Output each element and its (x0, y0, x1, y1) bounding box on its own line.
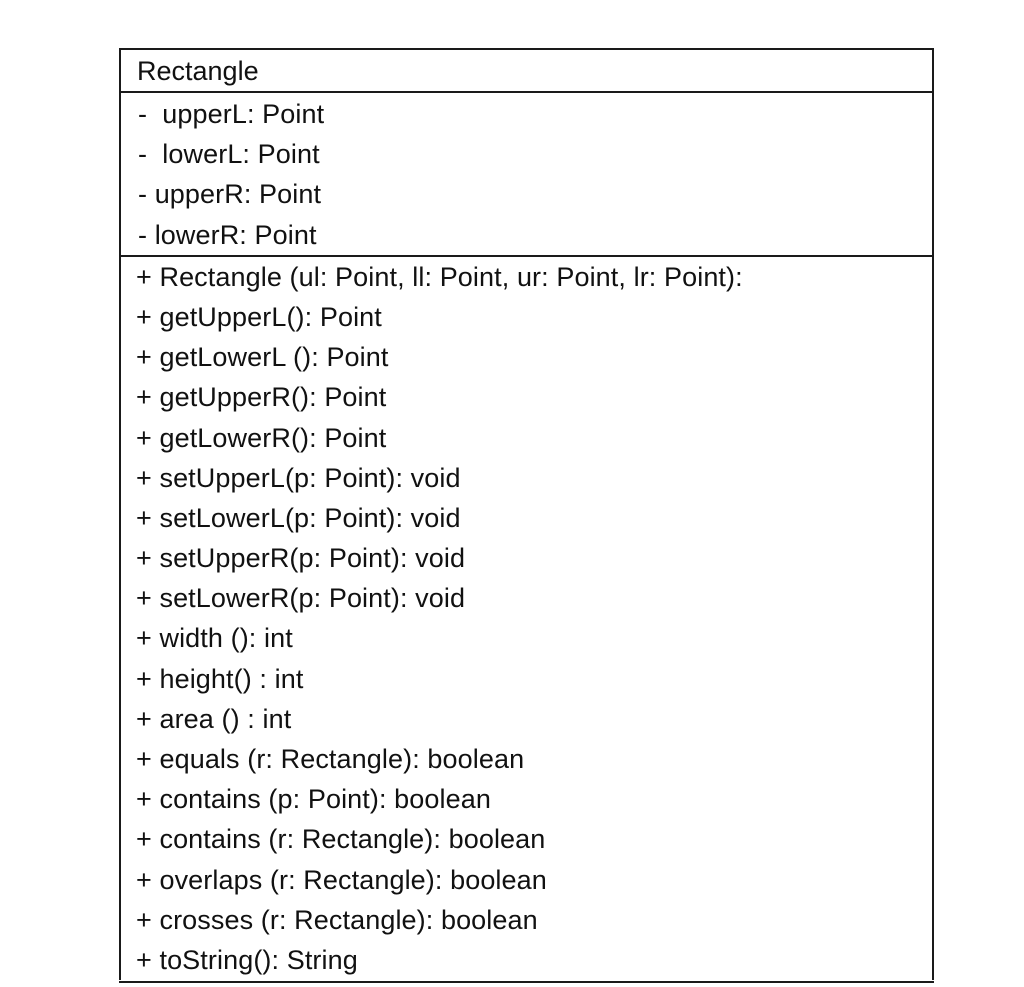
method-row: + width (): int (136, 623, 293, 654)
attribute-row: - lowerL: Point (138, 139, 320, 170)
class-name: Rectangle (137, 55, 259, 86)
method-row: + height() : int (136, 663, 304, 694)
method-row: + toString(): String (136, 944, 358, 975)
class-name-section (121, 50, 932, 93)
method-row: + getLowerL (): Point (136, 342, 389, 373)
method-row: + contains (r: Rectangle): boolean (136, 824, 546, 855)
method-row: + setUpperR(p: Point): void (136, 543, 466, 574)
attributes-section (121, 93, 932, 257)
method-row: + overlaps (r: Rectangle): boolean (136, 864, 547, 895)
uml-class-box (119, 48, 934, 980)
method-row: + getLowerR(): Point (136, 422, 387, 453)
method-row: + crosses (r: Rectangle): boolean (136, 904, 538, 935)
methods-section (121, 257, 932, 980)
method-row: + Rectangle (ul: Point, ll: Point, ur: Point, lr: Point): (136, 261, 743, 292)
method-row: + setLowerL(p: Point): void (136, 502, 461, 533)
method-row: + getUpperR(): Point (136, 382, 387, 413)
method-row: + setUpperL(p: Point): void (136, 462, 461, 493)
method-row: + area () : int (136, 703, 292, 734)
method-row: + equals (r: Rectangle): boolean (136, 744, 525, 774)
attribute-row: - upperR: Point (138, 179, 322, 210)
method-row: + setLowerR(p: Point): void (136, 583, 466, 614)
method-row: + contains (p: Point): boolean (136, 784, 491, 815)
attribute-row: - lowerR: Point (138, 219, 317, 250)
attribute-row: - upperL: Point (138, 99, 325, 129)
method-row: + getUpperL(): Point (136, 301, 382, 332)
